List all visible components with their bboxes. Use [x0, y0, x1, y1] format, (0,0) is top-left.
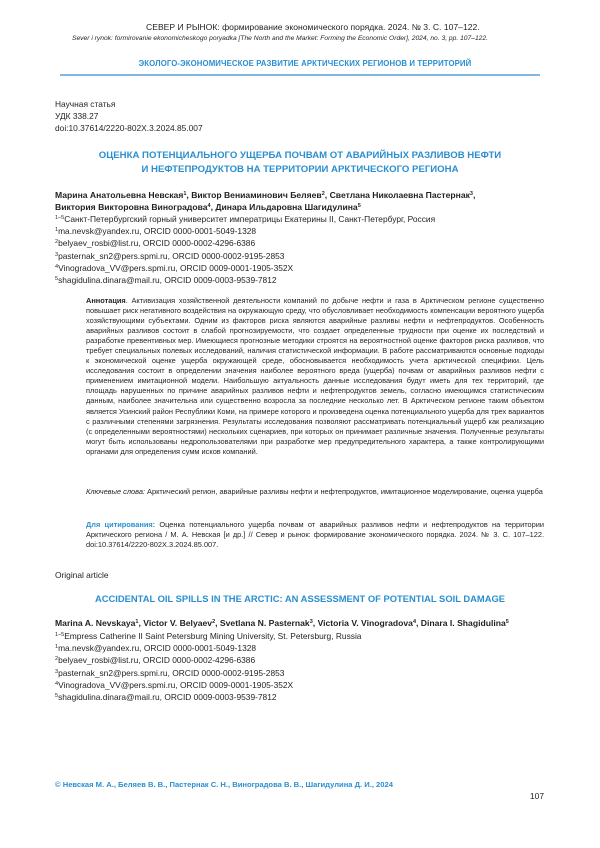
author-sep: , — [324, 190, 330, 200]
author-sep: , — [312, 618, 318, 628]
contact-en-2: $^2$belyaev_rosbi@list.ru, ORCID 0000-0002-4296-6386 — [55, 655, 256, 666]
affiliation-sup: 1–5 — [55, 632, 65, 638]
author-en-3: Svetlana N. Pasternak — [219, 618, 310, 628]
section-rubric: ЭКОЛОГО-ЭКОНОМИЧЕСКОЕ РАЗВИТИЕ АРКТИЧЕСКИХ РЕГИОНОВ И ТЕРРИТОРИЙ — [138, 59, 472, 68]
author-sep: , — [472, 190, 476, 200]
authors-en — [55, 617, 545, 629]
affiliation-en — [55, 630, 545, 642]
author-ru-5-sup: 5 — [357, 203, 361, 209]
affiliation-ru — [55, 213, 545, 225]
author-ru-4: Виктория Викторовна Виноградова — [55, 202, 208, 212]
author-en-2-sup: 2 — [212, 619, 216, 625]
title-en: ACCIDENTAL OIL SPILLS IN THE ARCTIC: AN ASSESSMENT OF POTENTIAL SOIL DAMAGE — [94, 593, 506, 604]
affiliations-en — [55, 630, 545, 703]
author-sep: , — [138, 618, 144, 628]
journal-line-ru: СЕВЕР И РЫНОК: формирование экономического порядка. 2024. № 3. С. 107–122. — [146, 22, 480, 32]
title-ru-line2: И НЕФТЕПРОДУКТОВ НА ТЕРРИТОРИИ АРКТИЧЕСКОГО РЕГИОНА — [141, 164, 459, 175]
contact-en-3: $^3$pasternak_sn2@pers.spmi.ru, ORCID 0000-0002-9195-2853 — [55, 667, 285, 678]
article-type: Научная статья — [55, 99, 116, 109]
author-ru-3: Светлана Николаевна Пастернак — [329, 190, 470, 200]
contact-ru-5: $^5$shagidulina.dinara@mail.ru, ORCID 0009-0003-9539-7812 — [55, 275, 277, 286]
author-ru-2-sup: 2 — [321, 191, 325, 197]
original-article-label: Original article — [55, 570, 109, 580]
authors-ru — [55, 189, 545, 213]
citation-text: Оценка потенциального ущерба почвам от аварийных разливов нефти и нефтепродуктов на территории Арктического региона / М. А. Невская [и др.] // Север и рынок: формирование экономического порядка. 2024. № 3. С. 107–122. doi:10.37614/2220-802X.3.2024.85.007. — [86, 520, 544, 550]
author-ru-5: Динара Ильдаровна Шагидулина — [215, 202, 358, 212]
citation — [86, 520, 544, 551]
author-en-4: Victoria V. Vinogradova — [317, 618, 413, 628]
affiliation-sup: 1–5 — [55, 215, 65, 221]
author-ru-3-sup: 3 — [469, 191, 473, 197]
contact-en-4: $^4$Vinogradova_VV@pers.spmi.ru, ORCID 0009-0001-1905-352X — [55, 679, 294, 690]
affiliation-text: Санкт-Петербургский горный университет императрицы Екатерины II, Санкт-Петербург, Россия — [64, 214, 436, 224]
abstract-text: . Активизация хозяйственной деятельности компаний по добыче нефти и газа в Арктическом регионе существенно повышает риск негативного воздействия на окружающую среду, что обусловливает необходимость компенсации вероятного ущерба хозяйствующими субъектами. Одним из факторов риска являются аварийные разливы нефти и нефтепродуктов. Особенность аварийных разливов состоит в слабой прогнозируемости, что создает определенные трудности при оценке их последствий и разработке превентивных мер. Имеющиеся прогнозные методики строятся на вероятностной оценке факторов риска разливов, что требует специальных полевых исследований, наличия статистической информации. В работе рассматриваются основные подходы к экономической оценке ущерба окружающей среде, обосновывается необходимость учета арктической специфики. Цель исследования состоит в определении значения наиболее вероятного вреда (ущерба) почвам от аварийных разливов нефти с применением имитационной модели. Наибольшую актуальность данные исследования будут иметь для тех территорий, где площадь нарушенных по причине аварийных разливов нефти и нефтепродуктов земель, согласно имеющимся статистическим данным, наиболее значительна или существенно возросла за последние несколько лет. В Арктическом регионе таким объектом является Усинский район Республики Коми, на примере которого и произведена оценка потенциального ущерба для трех вариантов с различными степенями загрязнения. Результаты исследования позволяют рассматривать потенциальный ущерб как реализацию (с определенными вероятностями) нескольких сценариев, при которых он принимает различные значения. Полученные результаты могут быть использованы недропользователями при разработке мер предупредительного характера, а также контролирующими органами для определения сумм исков компаний. — [86, 296, 544, 456]
copyright-notice: © Невская М. А., Беляев В. В., Пастернак С. Н., Виноградова В. В., Шагидулина Д. И., 2024 — [55, 780, 393, 789]
author-en-4-sup: 4 — [412, 619, 416, 625]
author-en-1: Marina A. Nevskaya — [55, 618, 136, 628]
header-divider — [60, 74, 540, 76]
title-ru-line1: ОЦЕНКА ПОТЕНЦИАЛЬНОГО УЩЕРБА ПОЧВАМ ОТ АВАРИЙНЫХ РАЗЛИВОВ НЕФТИ — [98, 150, 502, 161]
author-ru-2: Виктор Вениаминович Беляев — [191, 190, 322, 200]
keywords — [86, 487, 544, 497]
keywords-text: Арктический регион, аварийные разливы нефти и нефтепродуктов, имитационное моделирование, оценка ущерба — [144, 487, 543, 496]
title-ru — [60, 149, 540, 177]
author-sep: , — [210, 202, 216, 212]
author-en-3-sup: 3 — [309, 619, 313, 625]
author-sep: , — [186, 190, 192, 200]
affiliation-text: Empress Catherine II Saint Petersburg Mining University, St. Petersburg, Russia — [64, 631, 362, 641]
author-sep: , — [416, 618, 421, 628]
author-ru-1: Марина Анатольевна Невская — [55, 190, 184, 200]
citation-label: Для цитирования: — [86, 520, 156, 529]
contact-en-5: $^5$shagidulina.dinara@mail.ru, ORCID 0009-0003-9539-7812 — [55, 692, 277, 703]
contact-ru-4: $^4$Vinogradova_VV@pers.spmi.ru, ORCID 0009-0001-1905-352X — [55, 262, 294, 273]
page-number: 107 — [530, 791, 544, 801]
author-sep: , — [215, 618, 220, 628]
abstract-label: Аннотация — [86, 296, 126, 305]
author-en-1-sup: 1 — [135, 619, 139, 625]
contact-ru-1: $^1$ma.nevsk@yandex.ru, ORCID 0000-0001-5049-1328 — [55, 226, 257, 237]
journal-line-en: Sever i rynok: formirovanie ekonomicheskogo poryadka [The North and the Market: Forming the Economic Order], 2024, no. 3, pp. 107–122. — [72, 35, 488, 42]
keywords-label: Ключевые слова: — [86, 487, 145, 496]
author-en-2: Victor V. Belyaev — [143, 618, 213, 628]
doi: doi:10.37614/2220-802X.3.2024.85.007 — [55, 123, 203, 133]
contact-ru-2: $^2$belyaev_rosbi@list.ru, ORCID 0000-0002-4296-6386 — [55, 238, 256, 249]
udc-code: УДК 338.27 — [55, 111, 99, 121]
author-ru-4-sup: 4 — [207, 203, 211, 209]
author-ru-1-sup: 1 — [183, 191, 187, 197]
author-en-5-sup: 5 — [505, 619, 509, 625]
contact-ru-3: $^3$pasternak_sn2@pers.spmi.ru, ORCID 0000-0002-9195-2853 — [55, 250, 285, 261]
abstract — [86, 296, 544, 457]
affiliations-ru — [55, 213, 545, 286]
author-en-5: Dinara I. Shagidulina — [420, 618, 506, 628]
contact-en-1: $^1$ma.nevsk@yandex.ru, ORCID 0000-0001-5049-1328 — [55, 643, 257, 654]
